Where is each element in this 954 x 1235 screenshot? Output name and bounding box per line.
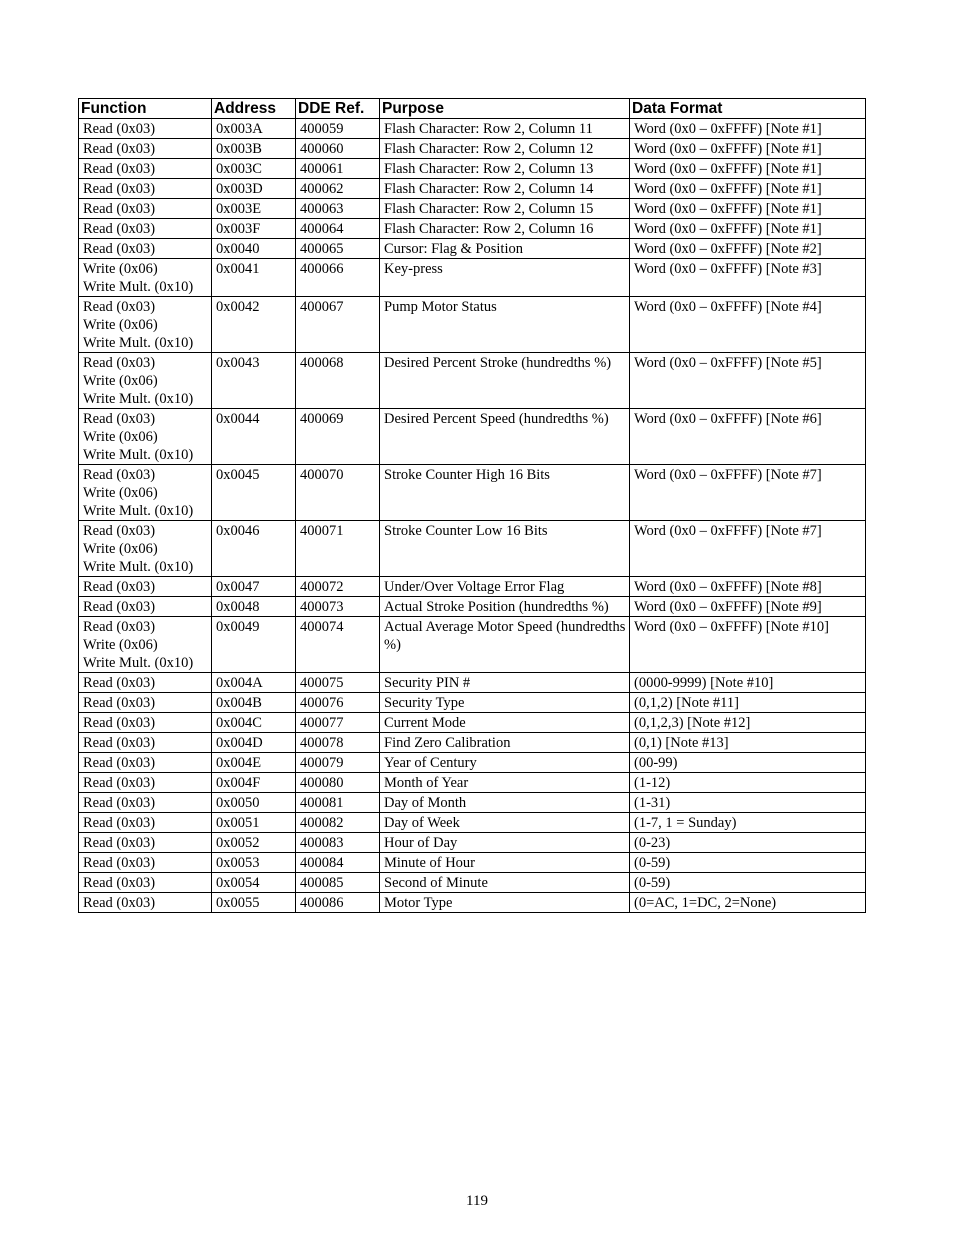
- function-line: Read (0x03): [83, 411, 156, 427]
- table-row: [79, 713, 866, 733]
- header-function: Function: [79, 99, 212, 119]
- function-line: Read (0x03): [83, 675, 156, 691]
- address-cell: 0x003B: [212, 139, 296, 159]
- address-cell: 0x0045: [212, 465, 296, 521]
- dde-ref-cell: 400072: [296, 577, 380, 597]
- function-line: Read (0x03): [83, 181, 156, 197]
- address-cell: 0x003A: [212, 119, 296, 139]
- data-format-cell: Word (0x0 – 0xFFFF) [Note #1]: [630, 159, 866, 179]
- table-row: [79, 893, 866, 913]
- function-line: Write Mult. (0x10): [83, 503, 194, 519]
- address-cell: 0x004D: [212, 733, 296, 753]
- function-cell: [79, 297, 212, 353]
- table-row: [79, 297, 866, 353]
- dde-ref-cell: 400059: [296, 119, 380, 139]
- address-cell: 0x003F: [212, 219, 296, 239]
- function-line: Write Mult. (0x10): [83, 335, 194, 351]
- data-format-cell: Word (0x0 – 0xFFFF) [Note #8]: [630, 577, 866, 597]
- data-format-cell: (0000-9999) [Note #10]: [630, 673, 866, 693]
- dde-ref-cell: 400063: [296, 199, 380, 219]
- function-line: Read (0x03): [83, 221, 156, 237]
- function-line: Write (0x06): [83, 317, 158, 333]
- address-cell: 0x0052: [212, 833, 296, 853]
- function-line: Write (0x06): [83, 261, 158, 277]
- address-cell: 0x004B: [212, 693, 296, 713]
- function-cell: [79, 139, 212, 159]
- address-cell: 0x0046: [212, 521, 296, 577]
- function-cell: [79, 259, 212, 297]
- table-body: [79, 119, 866, 913]
- data-format-cell: Word (0x0 – 0xFFFF) [Note #9]: [630, 597, 866, 617]
- table-row: [79, 673, 866, 693]
- function-line: Write Mult. (0x10): [83, 655, 194, 671]
- dde-ref-cell: 400078: [296, 733, 380, 753]
- function-cell: [79, 239, 212, 259]
- purpose-cell: Flash Character: Row 2, Column 14: [380, 179, 630, 199]
- function-cell: [79, 813, 212, 833]
- dde-ref-cell: 400077: [296, 713, 380, 733]
- data-format-cell: (1-12): [630, 773, 866, 793]
- data-format-cell: (00-99): [630, 753, 866, 773]
- function-line: Read (0x03): [83, 695, 156, 711]
- function-line: Write (0x06): [83, 637, 158, 653]
- address-cell: 0x0043: [212, 353, 296, 409]
- data-format-cell: Word (0x0 – 0xFFFF) [Note #1]: [630, 179, 866, 199]
- function-line: Read (0x03): [83, 895, 156, 911]
- table-row: [79, 119, 866, 139]
- header-dde-ref: DDE Ref.: [296, 99, 380, 119]
- function-line: Read (0x03): [83, 735, 156, 751]
- dde-ref-cell: 400069: [296, 409, 380, 465]
- address-cell: 0x004A: [212, 673, 296, 693]
- data-format-cell: Word (0x0 – 0xFFFF) [Note #6]: [630, 409, 866, 465]
- purpose-cell: Cursor: Flag & Position: [380, 239, 630, 259]
- table-row: [79, 733, 866, 753]
- data-format-cell: Word (0x0 – 0xFFFF) [Note #3]: [630, 259, 866, 297]
- table-row: [79, 813, 866, 833]
- dde-ref-cell: 400084: [296, 853, 380, 873]
- data-format-cell: (0,1,2,3) [Note #12]: [630, 713, 866, 733]
- table-row: [79, 239, 866, 259]
- function-line: Read (0x03): [83, 599, 156, 615]
- dde-ref-cell: 400061: [296, 159, 380, 179]
- data-format-cell: Word (0x0 – 0xFFFF) [Note #10]: [630, 617, 866, 673]
- data-format-cell: (0=AC, 1=DC, 2=None): [630, 893, 866, 913]
- function-line: Read (0x03): [83, 835, 156, 851]
- function-cell: [79, 199, 212, 219]
- dde-ref-cell: 400073: [296, 597, 380, 617]
- function-line: Read (0x03): [83, 815, 156, 831]
- dde-ref-cell: 400076: [296, 693, 380, 713]
- function-cell: [79, 873, 212, 893]
- address-cell: 0x0051: [212, 813, 296, 833]
- dde-ref-cell: 400081: [296, 793, 380, 813]
- data-format-cell: Word (0x0 – 0xFFFF) [Note #1]: [630, 219, 866, 239]
- purpose-cell: Key-press: [380, 259, 630, 297]
- purpose-cell: Stroke Counter Low 16 Bits: [380, 521, 630, 577]
- header-purpose: Purpose: [380, 99, 630, 119]
- header-data-format: Data Format: [630, 99, 866, 119]
- table-row: [79, 465, 866, 521]
- address-cell: 0x0053: [212, 853, 296, 873]
- table-row: [79, 521, 866, 577]
- function-cell: [79, 465, 212, 521]
- address-cell: 0x0042: [212, 297, 296, 353]
- purpose-cell: Flash Character: Row 2, Column 15: [380, 199, 630, 219]
- table-row: [79, 793, 866, 813]
- purpose-cell: Desired Percent Speed (hundredths %): [380, 409, 630, 465]
- dde-ref-cell: 400086: [296, 893, 380, 913]
- function-cell: [79, 119, 212, 139]
- function-line: Read (0x03): [83, 875, 156, 891]
- table-row: [79, 833, 866, 853]
- function-line: Read (0x03): [83, 579, 156, 595]
- dde-ref-cell: 400070: [296, 465, 380, 521]
- function-line: Read (0x03): [83, 755, 156, 771]
- table-row: [79, 577, 866, 597]
- purpose-cell: Minute of Hour: [380, 853, 630, 873]
- table-row: [79, 617, 866, 673]
- dde-ref-cell: 400068: [296, 353, 380, 409]
- purpose-cell: Year of Century: [380, 753, 630, 773]
- table-row: [79, 159, 866, 179]
- function-line: Read (0x03): [83, 241, 156, 257]
- dde-ref-cell: 400085: [296, 873, 380, 893]
- function-cell: [79, 409, 212, 465]
- function-line: Write (0x06): [83, 541, 158, 557]
- address-cell: 0x0041: [212, 259, 296, 297]
- table-row: [79, 199, 866, 219]
- purpose-cell: Flash Character: Row 2, Column 13: [380, 159, 630, 179]
- function-cell: [79, 179, 212, 199]
- table-row: [79, 179, 866, 199]
- purpose-cell: Motor Type: [380, 893, 630, 913]
- function-cell: [79, 733, 212, 753]
- table-row: [79, 139, 866, 159]
- data-format-cell: Word (0x0 – 0xFFFF) [Note #5]: [630, 353, 866, 409]
- table-row: [79, 219, 866, 239]
- dde-ref-cell: 400066: [296, 259, 380, 297]
- dde-ref-cell: 400064: [296, 219, 380, 239]
- address-cell: 0x0044: [212, 409, 296, 465]
- address-cell: 0x0040: [212, 239, 296, 259]
- dde-ref-cell: 400067: [296, 297, 380, 353]
- function-line: Write (0x06): [83, 485, 158, 501]
- function-line: Read (0x03): [83, 523, 156, 539]
- function-line: Write Mult. (0x10): [83, 447, 194, 463]
- data-format-cell: Word (0x0 – 0xFFFF) [Note #4]: [630, 297, 866, 353]
- table-row: [79, 353, 866, 409]
- function-cell: [79, 159, 212, 179]
- function-cell: [79, 753, 212, 773]
- data-format-cell: (1-31): [630, 793, 866, 813]
- function-line: Read (0x03): [83, 855, 156, 871]
- purpose-cell: Day of Month: [380, 793, 630, 813]
- data-format-cell: Word (0x0 – 0xFFFF) [Note #1]: [630, 119, 866, 139]
- purpose-cell: Desired Percent Stroke (hundredths %): [380, 353, 630, 409]
- address-cell: 0x0055: [212, 893, 296, 913]
- table-row: [79, 873, 866, 893]
- purpose-cell: Flash Character: Row 2, Column 11: [380, 119, 630, 139]
- function-cell: [79, 833, 212, 853]
- purpose-cell: Day of Week: [380, 813, 630, 833]
- table-row: [79, 259, 866, 297]
- dde-ref-cell: 400071: [296, 521, 380, 577]
- purpose-cell: Actual Stroke Position (hundredths %): [380, 597, 630, 617]
- dde-ref-cell: 400065: [296, 239, 380, 259]
- data-format-cell: (0,1,2) [Note #11]: [630, 693, 866, 713]
- function-cell: [79, 693, 212, 713]
- function-line: Read (0x03): [83, 715, 156, 731]
- function-cell: [79, 893, 212, 913]
- data-format-cell: (0-23): [630, 833, 866, 853]
- function-cell: [79, 597, 212, 617]
- table-row: [79, 773, 866, 793]
- data-format-cell: (0-59): [630, 873, 866, 893]
- function-line: Read (0x03): [83, 467, 156, 483]
- dde-ref-cell: 400080: [296, 773, 380, 793]
- register-table: [78, 98, 866, 913]
- address-cell: 0x0048: [212, 597, 296, 617]
- function-line: Read (0x03): [83, 161, 156, 177]
- purpose-cell: Second of Minute: [380, 873, 630, 893]
- purpose-cell: Flash Character: Row 2, Column 16: [380, 219, 630, 239]
- dde-ref-cell: 400075: [296, 673, 380, 693]
- data-format-cell: Word (0x0 – 0xFFFF) [Note #7]: [630, 465, 866, 521]
- function-cell: [79, 853, 212, 873]
- function-line: Write Mult. (0x10): [83, 391, 194, 407]
- address-cell: 0x003C: [212, 159, 296, 179]
- function-cell: [79, 617, 212, 673]
- function-cell: [79, 673, 212, 693]
- address-cell: 0x0049: [212, 617, 296, 673]
- data-format-cell: Word (0x0 – 0xFFFF) [Note #2]: [630, 239, 866, 259]
- dde-ref-cell: 400082: [296, 813, 380, 833]
- function-line: Write (0x06): [83, 429, 158, 445]
- purpose-cell: Month of Year: [380, 773, 630, 793]
- table-row: [79, 693, 866, 713]
- data-format-cell: (1-7, 1 = Sunday): [630, 813, 866, 833]
- dde-ref-cell: 400074: [296, 617, 380, 673]
- function-cell: [79, 219, 212, 239]
- purpose-cell: Flash Character: Row 2, Column 12: [380, 139, 630, 159]
- address-cell: 0x0047: [212, 577, 296, 597]
- page-number: 119: [466, 1193, 488, 1209]
- dde-ref-cell: 400062: [296, 179, 380, 199]
- header-address: Address: [212, 99, 296, 119]
- purpose-cell: Under/Over Voltage Error Flag: [380, 577, 630, 597]
- address-cell: 0x003E: [212, 199, 296, 219]
- purpose-cell: Current Mode: [380, 713, 630, 733]
- dde-ref-cell: 400060: [296, 139, 380, 159]
- address-cell: 0x004F: [212, 773, 296, 793]
- function-line: Read (0x03): [83, 201, 156, 217]
- function-line: Read (0x03): [83, 121, 156, 137]
- function-line: Write (0x06): [83, 373, 158, 389]
- function-line: Read (0x03): [83, 795, 156, 811]
- function-cell: [79, 521, 212, 577]
- address-cell: 0x0050: [212, 793, 296, 813]
- data-format-cell: Word (0x0 – 0xFFFF) [Note #1]: [630, 199, 866, 219]
- address-cell: 0x0054: [212, 873, 296, 893]
- header-row: [79, 99, 866, 119]
- table-row: [79, 853, 866, 873]
- function-cell: [79, 713, 212, 733]
- function-line: Write Mult. (0x10): [83, 559, 194, 575]
- address-cell: 0x003D: [212, 179, 296, 199]
- data-format-cell: (0,1) [Note #13]: [630, 733, 866, 753]
- data-format-cell: (0-59): [630, 853, 866, 873]
- function-line: Read (0x03): [83, 775, 156, 791]
- purpose-cell: Pump Motor Status: [380, 297, 630, 353]
- function-cell: [79, 773, 212, 793]
- function-line: Write Mult. (0x10): [83, 279, 194, 295]
- purpose-cell: Stroke Counter High 16 Bits: [380, 465, 630, 521]
- function-cell: [79, 353, 212, 409]
- purpose-cell: Actual Average Motor Speed (hundredths %): [380, 617, 630, 673]
- dde-ref-cell: 400079: [296, 753, 380, 773]
- data-format-cell: Word (0x0 – 0xFFFF) [Note #7]: [630, 521, 866, 577]
- purpose-cell: Security Type: [380, 693, 630, 713]
- address-cell: 0x004C: [212, 713, 296, 733]
- purpose-cell: Security PIN #: [380, 673, 630, 693]
- address-cell: 0x004E: [212, 753, 296, 773]
- table-row: [79, 409, 866, 465]
- table-row: [79, 753, 866, 773]
- dde-ref-cell: 400083: [296, 833, 380, 853]
- purpose-cell: Hour of Day: [380, 833, 630, 853]
- function-cell: [79, 577, 212, 597]
- table-row: [79, 597, 866, 617]
- function-line: Read (0x03): [83, 141, 156, 157]
- function-line: Read (0x03): [83, 619, 156, 635]
- function-line: Read (0x03): [83, 299, 156, 315]
- data-format-cell: Word (0x0 – 0xFFFF) [Note #1]: [630, 139, 866, 159]
- function-line: Read (0x03): [83, 355, 156, 371]
- function-cell: [79, 793, 212, 813]
- purpose-cell: Find Zero Calibration: [380, 733, 630, 753]
